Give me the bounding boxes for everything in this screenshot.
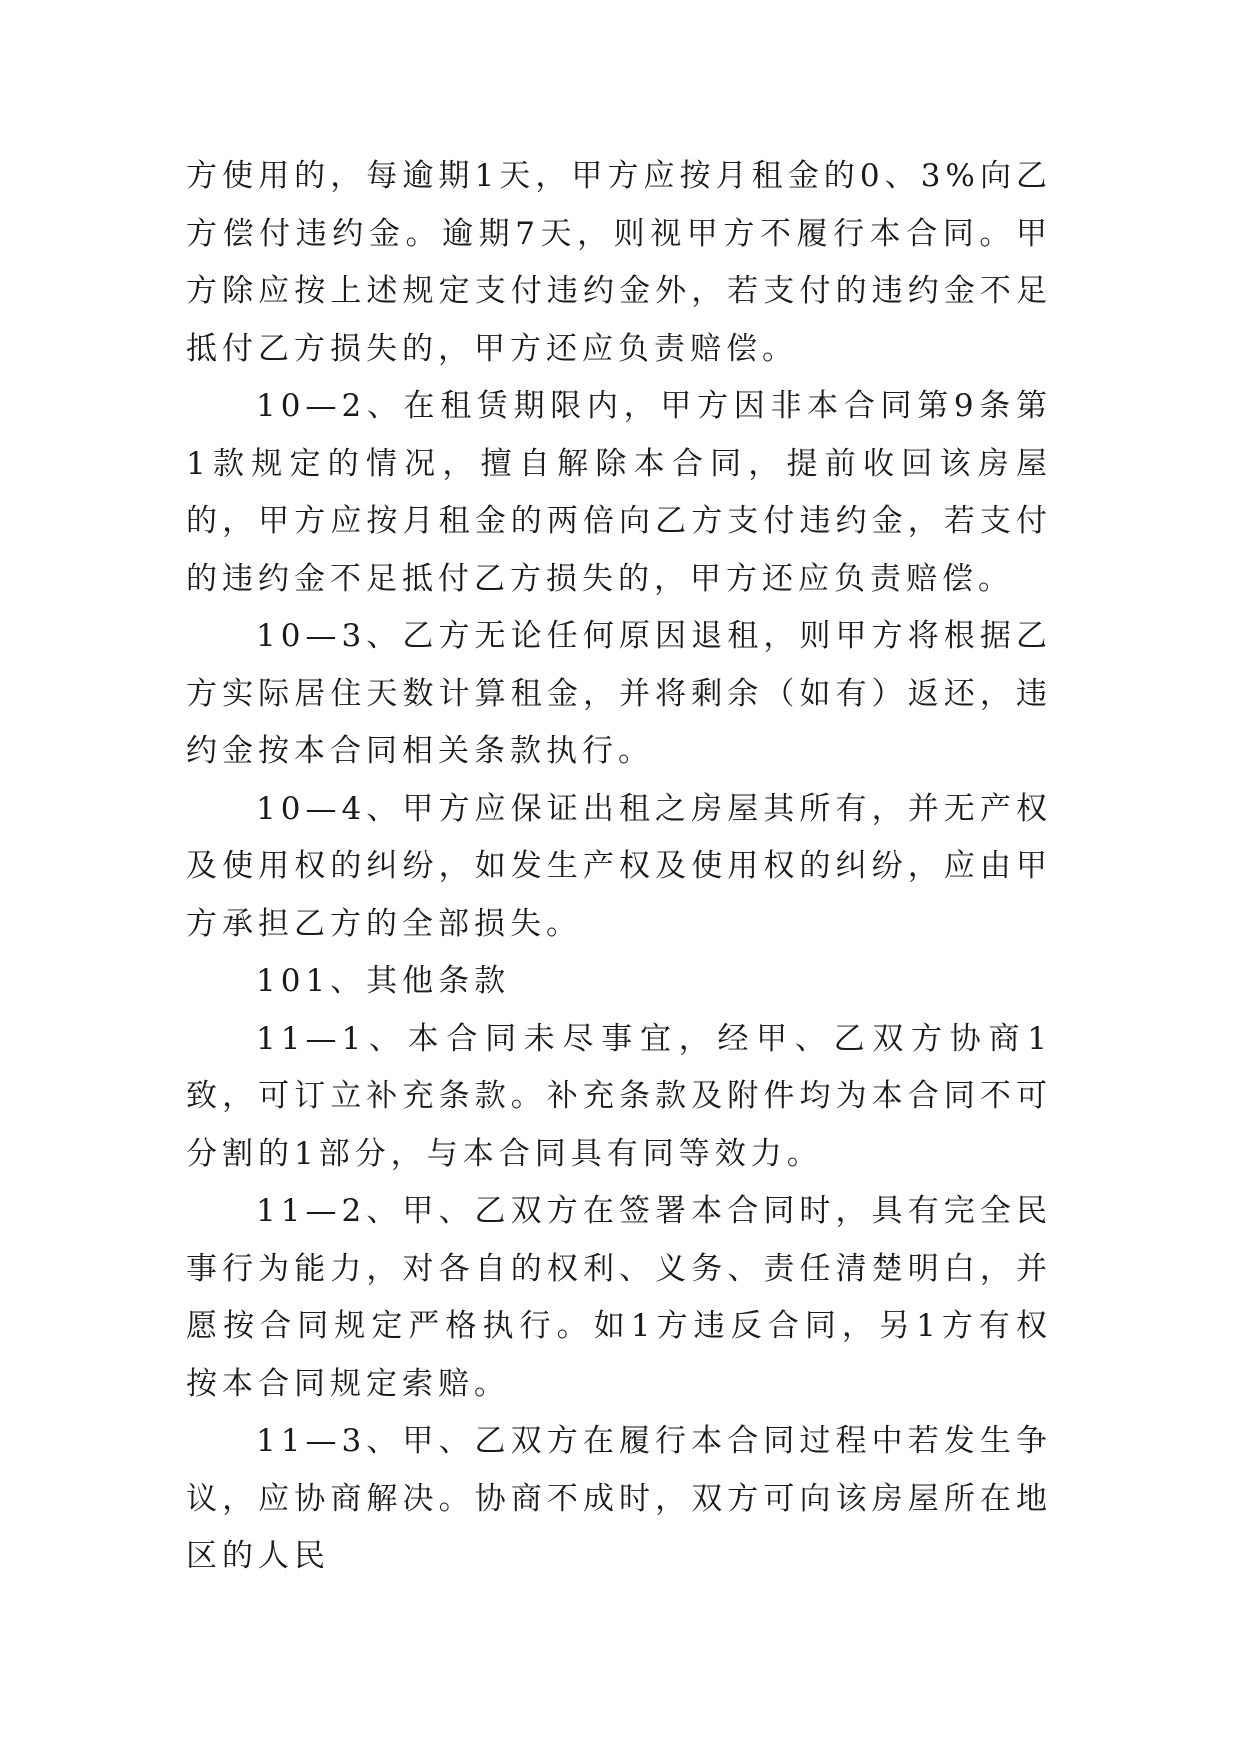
paragraph-clause-11-3: 11—3、甲、乙双方在履行本合同过程中若发生争议，应协商解决。协商不成时，双方可向该房屋所在地区的人民 (186, 1423, 1052, 1574)
paragraph-clause-11-2: 11—2、甲、乙双方在签署本合同时，具有完全民事行为能力，对各自的权利、义务、责任清楚明白，并愿按合同规定严格执行。如1方违反合同，另1方有权按本合同规定索赔。 (186, 1193, 1052, 1402)
paragraph-clause-10-3: 10—3、乙方无论任何原因退租，则甲方将根据乙方实际居住天数计算租金，并将剩余（如有）返还，违约金按本合同相关条款执行。 (186, 618, 1052, 769)
paragraph-clause-10-2: 10—2、在租赁期限内，甲方因非本合同第9条第1款规定的情况，擅自解除本合同，提前收回该房屋的，甲方应按月租金的两倍向乙方支付违约金，若支付的违约金不足抵付乙方损失的，甲方还应负责赔偿。 (186, 388, 1052, 597)
paragraph-clause-11-1: 11—1、本合同未尽事宜，经甲、乙双方协商1致，可订立补充条款。补充条款及附件均为本合同不可分割的1部分，与本合同具有同等效力。 (186, 1020, 1052, 1172)
paragraph-continuation: 方使用的，每逾期1天，甲方应按月租金的0、3%向乙方偿付违约金。逾期7天，则视甲方不履行本合同。甲方除应按上述规定支付违约金外，若支付的违约金不足抵付乙方损失的，甲方还应负责赔偿。 (186, 158, 1052, 367)
section-heading-other-terms: 101、其他条款 (256, 963, 511, 999)
document-page (186, 148, 1052, 1586)
paragraph-clause-10-4: 10—4、甲方应保证出租之房屋其所有，并无产权及使用权的纠纷，如发生产权及使用权的纠纷，应由甲方承担乙方的全部损失。 (186, 790, 1052, 942)
